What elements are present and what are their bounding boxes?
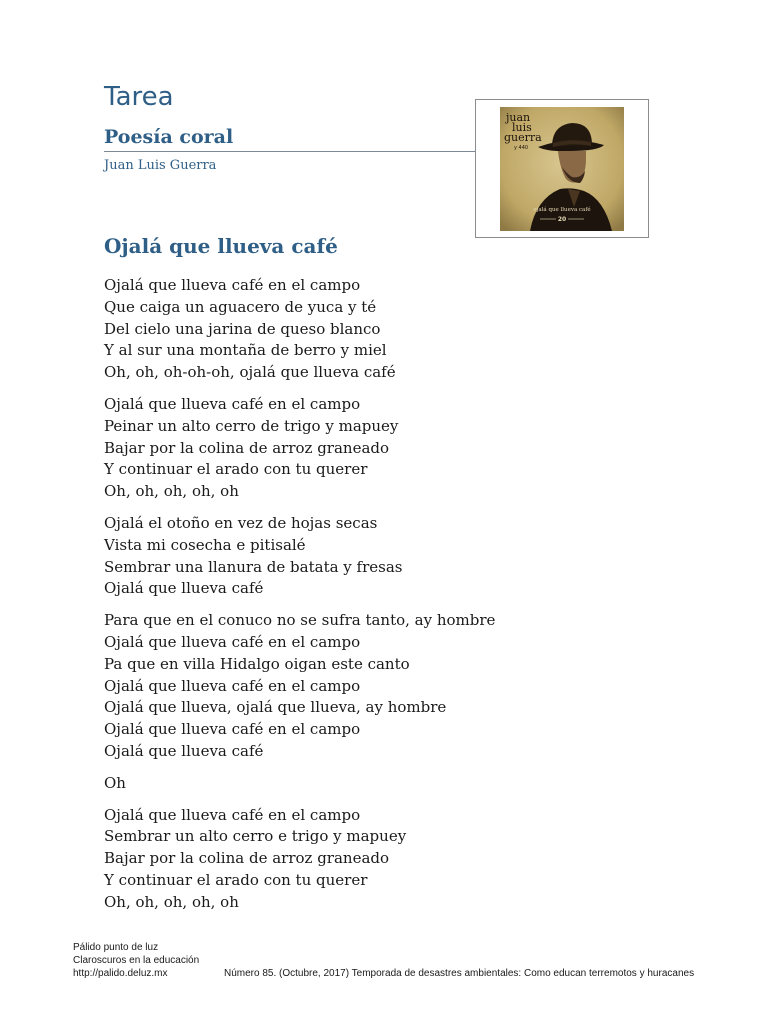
lyric-line: Ojalá que llueva café	[104, 579, 264, 598]
footer-line: Claroscuros en la educación	[73, 955, 200, 966]
header-divider	[104, 151, 480, 152]
lyric-line: Oh, oh, oh, oh, oh	[104, 892, 239, 911]
section-subtitle: Poesía coral	[104, 126, 234, 148]
lyric-line: Que caiga un aguacero de yuca y té	[104, 297, 377, 316]
footer-issue: Número 85. (Octubre, 2017) Temporada de desastres ambientales: Como educan terremotos y huracanes	[224, 968, 695, 979]
page-title: Tarea	[104, 82, 174, 112]
lyric-stanza	[104, 610, 664, 763]
lyric-stanza	[104, 773, 664, 795]
lyric-line: Ojalá que llueva café en el campo	[104, 394, 361, 413]
lyric-line: Bajar por la colina de arroz graneado	[104, 438, 390, 457]
lyric-line: Bajar por la colina de arroz graneado	[104, 849, 390, 868]
cover-name-line: juan	[506, 111, 531, 124]
lyric-line: Oh, oh, oh, oh, oh	[104, 482, 239, 501]
lyric-stanza	[104, 275, 664, 384]
cover-edition-number: 20	[557, 216, 567, 223]
lyric-line: Y continuar el arado con tu querer	[104, 870, 368, 889]
cover-album-title: ojalá que llueva café	[533, 207, 591, 213]
lyric-stanza	[104, 805, 664, 914]
song-title: Ojalá que llueva café	[104, 234, 338, 258]
lyric-line: Del cielo una jarina de queso blanco	[104, 319, 381, 338]
lyric-line: Y al sur una montaña de berro y miel	[104, 341, 387, 360]
lyric-line: Ojalá que llueva, ojalá que llueva, ay hombre	[104, 698, 447, 717]
lyric-line: Ojalá que llueva café en el campo	[104, 276, 361, 294]
lyric-line: Ojalá que llueva café en el campo	[104, 720, 361, 739]
lyric-line: Sembrar una llanura de batata y fresas	[104, 557, 403, 576]
lyric-line: Para que en el conuco no se sufra tanto, ay hombre	[104, 611, 496, 630]
lyric-line: Oh, oh, oh-oh-oh, ojalá que llueva café	[104, 363, 396, 382]
cover-band: y 440	[514, 145, 529, 151]
lyric-line: Y continuar el arado con tu querer	[104, 460, 368, 479]
cover-name-line: guerra	[504, 131, 542, 144]
footer-line: Pálido punto de luz	[73, 942, 159, 953]
lyric-line: Ojalá el otoño en vez de hojas secas	[104, 513, 378, 532]
lyric-line: Ojalá que llueva café en el campo	[104, 632, 361, 651]
album-cover-frame	[475, 99, 649, 238]
lyric-line: Sembrar un alto cerro e trigo y mapuey	[104, 827, 407, 846]
lyric-stanza	[104, 394, 664, 503]
footer-link[interactable]: http://palido.deluz.mx	[73, 968, 168, 979]
lyric-line: Pa que en villa Hidalgo oigan este canto	[104, 654, 410, 673]
cover-name-line: luis	[512, 121, 532, 134]
album-cover-image	[500, 107, 624, 231]
footer-publication	[73, 941, 199, 980]
lyric-stanza	[104, 513, 664, 600]
author-name: Juan Luis Guerra	[104, 158, 217, 173]
lyric-line: Ojalá que llueva café	[104, 741, 264, 760]
lyric-line: Peinar un alto cerro de trigo y mapuey	[104, 416, 399, 435]
lyrics	[104, 275, 664, 924]
lyric-line: Ojalá que llueva café en el campo	[104, 805, 361, 824]
lyric-line: Vista mi cosecha e pitisalé	[104, 535, 306, 554]
lyric-line: Ojalá que llueva café en el campo	[104, 676, 361, 695]
lyric-line: Oh	[104, 773, 126, 792]
